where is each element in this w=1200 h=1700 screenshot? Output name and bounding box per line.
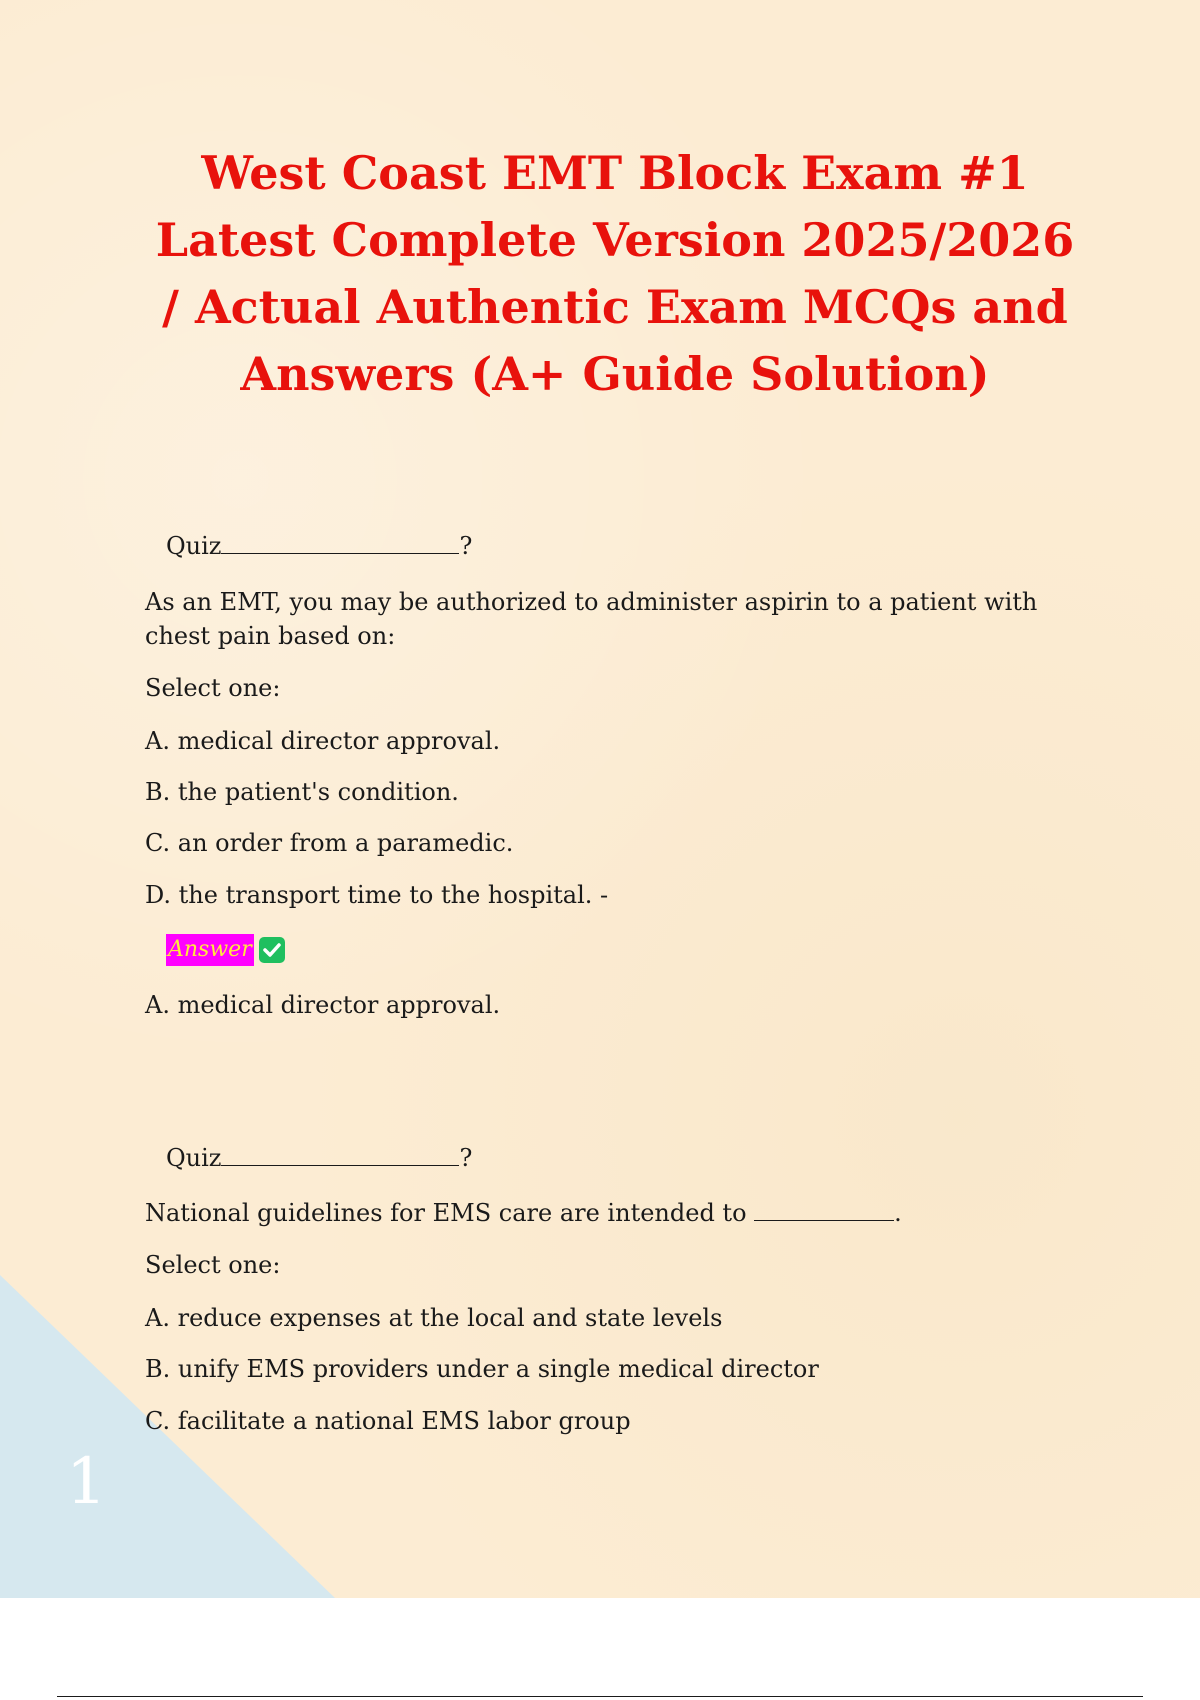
question-text <box>145 1196 1105 1230</box>
quiz-heading <box>166 1144 472 1172</box>
check-icon <box>258 936 286 964</box>
footer-rule <box>57 1696 1143 1697</box>
document-title <box>140 140 1090 408</box>
option-a: A. medical director approval. <box>145 727 501 755</box>
option-b: B. unify EMS providers under a single medical director <box>145 1355 819 1383</box>
quiz-suffix: ? <box>459 1144 473 1172</box>
title-line: Latest Complete Version 2025/2026 <box>155 213 1075 267</box>
question-body: National guidelines for EMS care are intended to <box>145 1199 747 1227</box>
quiz-heading <box>166 532 472 560</box>
option-d: D. the transport time to the hospital. - <box>145 881 609 909</box>
title-line: West Coast EMT Block Exam #1 <box>201 146 1029 200</box>
quiz-blank <box>221 535 459 554</box>
option-a: A. reduce expenses at the local and state levels <box>145 1304 723 1332</box>
question-suffix: . <box>894 1199 902 1227</box>
answer-label: Answer <box>166 934 254 966</box>
quiz-label: Quiz <box>166 1144 222 1172</box>
option-b: B. the patient's condition. <box>145 778 459 806</box>
question-text: As an EMT, you may be authorized to administer aspirin to a patient with chest pain based on: <box>145 588 1038 650</box>
quiz-suffix: ? <box>459 532 473 560</box>
page-number: 1 <box>66 1445 107 1519</box>
select-prompt: Select one: <box>145 1251 281 1279</box>
option-c: C. an order from a paramedic. <box>145 829 514 857</box>
answer-row <box>166 934 286 966</box>
quiz-blank <box>221 1147 459 1166</box>
select-prompt: Select one: <box>145 674 281 702</box>
answer-text: A. medical director approval. <box>145 991 501 1019</box>
title-line: Answers (A+ Guide Solution) <box>240 347 990 401</box>
question-blank <box>754 1202 894 1221</box>
option-c: C. facilitate a national EMS labor group <box>145 1407 631 1435</box>
title-line: / Actual Authentic Exam MCQs and <box>162 280 1068 334</box>
quiz-label: Quiz <box>166 532 222 560</box>
